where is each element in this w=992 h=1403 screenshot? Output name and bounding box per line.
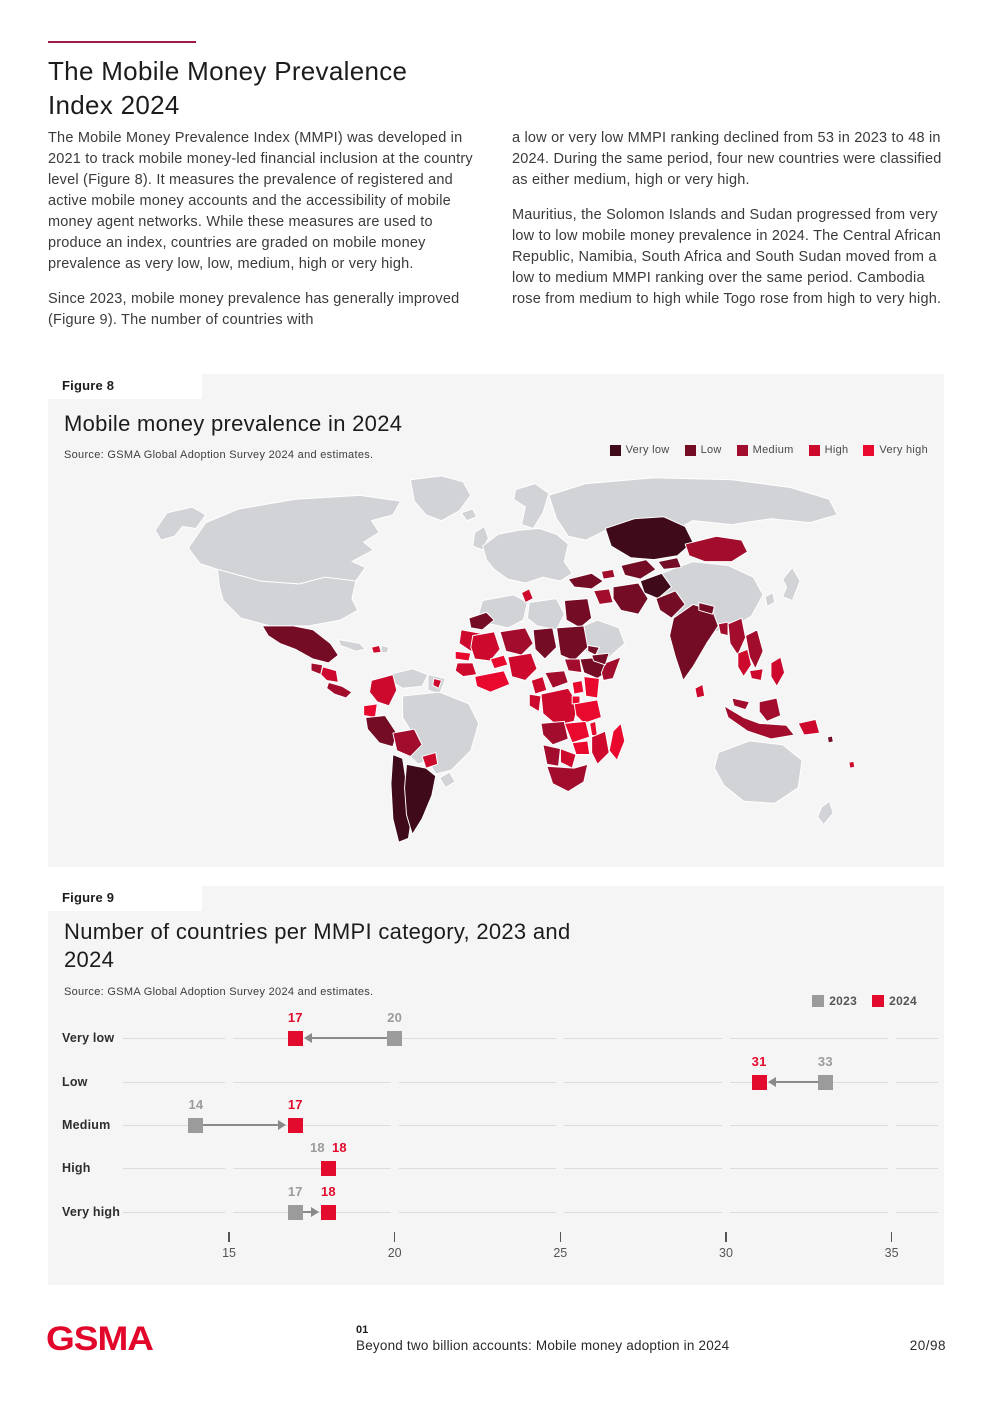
legend-item [737, 444, 794, 456]
legend-label: Very low [625, 444, 670, 456]
map-region-india [670, 604, 719, 680]
map-region-fiji [849, 761, 855, 768]
map-region-guinea [455, 663, 476, 677]
paragraph: The Mobile Money Prevalence Index (MMPI) was developed in 2021 to track mobile money-led financial inclusion at the country level (Figure 8). It measures the prevalence of registered and active mobile money accounts and the accessibility of mobile money agent networks. While these measures are used to produce an index, countries are graded on mobile money prevalence as very low, low, medium, high or very high. [48, 130, 473, 272]
map-region-kenya [584, 677, 600, 698]
value-2024: 31 [751, 1054, 767, 1069]
change-arrow [311, 1037, 394, 1039]
map-region-zimbabwe [572, 741, 590, 755]
map-region-solomon-islands [827, 736, 833, 743]
x-axis-tick [560, 1232, 562, 1242]
x-axis-tick [228, 1232, 230, 1242]
value-2023: 17 [287, 1184, 303, 1199]
map-region-madagascar [609, 723, 625, 760]
map-region-sri-lanka [695, 684, 705, 698]
row-gridline [123, 1038, 225, 1039]
row-gridline [123, 1082, 225, 1083]
x-axis-tick [725, 1232, 727, 1242]
map-region-libya [527, 599, 564, 630]
map-region-iraq [594, 589, 613, 605]
map-region-angola [541, 721, 568, 744]
map-region-niger [500, 628, 533, 655]
category-label: Medium [62, 1118, 111, 1132]
legend-swatch [809, 445, 820, 456]
map-region-tanzania [574, 700, 601, 723]
map-region-botswana [560, 749, 576, 768]
category-label: Very low [62, 1031, 115, 1045]
figure8-panel [48, 374, 944, 867]
map-region-cambodia [749, 669, 763, 681]
map-region-philippines [771, 657, 785, 686]
dot-2023 [818, 1075, 833, 1090]
row-gridline [399, 1082, 557, 1083]
row-gridline [896, 1168, 938, 1169]
map-region-borneo [759, 698, 780, 721]
map-region-south-africa [547, 764, 588, 791]
map-region-colombia [369, 675, 396, 706]
map-region-bangladesh [718, 622, 728, 636]
map-region-iceland [461, 509, 477, 521]
dot-2023 [387, 1031, 402, 1046]
row-gridline [233, 1168, 391, 1169]
map-region-south-sudan [564, 659, 582, 673]
map-region-mali [471, 632, 500, 661]
legend-item [809, 444, 849, 456]
map-region-europe [483, 528, 573, 583]
map-region-mozambique [592, 731, 610, 764]
row-gridline [399, 1038, 557, 1039]
row-gridline [564, 1212, 722, 1213]
row-gridline [123, 1168, 225, 1169]
map-region-korea [765, 593, 775, 607]
map-region-australia [714, 741, 802, 803]
figure9-title: Number of countries per MMPI category, 2023 and 2024 [64, 919, 571, 972]
map-region-kyrgyz-tajik [658, 558, 681, 570]
map-region-papua-new-guinea [798, 719, 819, 735]
arrow-head-right [278, 1120, 286, 1130]
row-gridline [123, 1212, 225, 1213]
category-label: Very high [62, 1205, 121, 1219]
legend-label: High [824, 444, 849, 456]
legend-label: Medium [752, 444, 794, 456]
legend-item [685, 444, 722, 456]
legend-label: 2024 [889, 994, 917, 1008]
row-gridline [233, 1082, 391, 1083]
map-region-congo-gabon [529, 694, 541, 712]
map-region-cuba [338, 640, 365, 652]
map-region-turkey [568, 573, 603, 589]
map-region-myanmar [728, 618, 746, 655]
map-region-mongolia [685, 536, 747, 561]
dot-2024 [752, 1075, 767, 1090]
map-region-chad [533, 628, 556, 659]
row-gridline [730, 1168, 888, 1169]
category-label: Low [62, 1075, 88, 1089]
row-gridline [399, 1125, 557, 1126]
map-region-drc [541, 688, 578, 725]
paragraph: Mauritius, the Solomon Islands and Sudan progressed from very low to low mobile money prevalence in 2024. The Central African Republic, Namibia, South Africa and South Sudan moved from a low to medium MMPI ranking over the same period. Cambodia rose from medium to high while Togo rose from high to very high. [512, 207, 942, 307]
figure9-label: Figure 9 [48, 886, 202, 911]
figure8-legend [610, 444, 928, 456]
paragraph: Since 2023, mobile money prevalence has generally improved (Figure 9). The number of countries with [48, 291, 460, 328]
dot-2024 [288, 1031, 303, 1046]
legend-item [863, 444, 928, 456]
figure8-title: Mobile money prevalence in 2024 [64, 411, 403, 436]
map-region-argentina [405, 764, 436, 834]
map-region-senegal [455, 651, 471, 661]
page-title: The Mobile Money Prevalence Index 2024 [48, 56, 408, 120]
x-axis-tick [394, 1232, 396, 1242]
row-gridline [896, 1082, 938, 1083]
value-2023: 18 [309, 1140, 325, 1155]
map-region-honduras-nicaragua [321, 667, 339, 683]
value-2023: 14 [188, 1097, 204, 1112]
figure8-source: Source: GSMA Global Adoption Survey 2024 and estimates. [64, 449, 374, 461]
map-region-haiti [371, 645, 381, 653]
value-2023: 20 [387, 1010, 403, 1025]
dot-2024 [288, 1118, 303, 1133]
row-gridline [896, 1212, 938, 1213]
world-choropleth-map [132, 470, 872, 850]
map-region-scandinavia [514, 484, 549, 529]
map-region-nigeria [508, 653, 537, 680]
map-region-new-zealand [818, 801, 834, 824]
arrow-head-right [311, 1207, 319, 1217]
paragraph: a low or very low MMPI ranking declined from 53 in 2023 to 48 in 2024. During the same period, four new countries were classified as either medium, high or very high. [512, 130, 942, 188]
x-axis-tick-label: 30 [719, 1246, 733, 1260]
value-2024: 18 [331, 1140, 347, 1155]
title-accent-rule [48, 41, 196, 43]
row-gridline [564, 1082, 722, 1083]
legend-swatch [737, 445, 748, 456]
legend-item [610, 444, 670, 456]
x-axis-tick-label: 25 [553, 1246, 568, 1260]
legend-swatch [863, 445, 874, 456]
value-2024: 17 [287, 1097, 303, 1112]
figure9-panel [48, 886, 944, 1285]
map-region-uruguay [440, 772, 456, 788]
intro-left-column [48, 128, 480, 345]
x-axis-tick-label: 20 [387, 1246, 402, 1260]
row-gridline [399, 1212, 557, 1213]
x-axis-tick [891, 1232, 893, 1242]
row-gridline [399, 1168, 557, 1169]
legend-swatch [610, 445, 621, 456]
map-region-sudan [557, 626, 588, 661]
row-gridline [564, 1168, 722, 1169]
arrow-head-left [768, 1077, 776, 1087]
intro-text [48, 128, 944, 345]
dot-2024 [321, 1161, 336, 1176]
value-2024: 17 [287, 1010, 303, 1025]
row-gridline [730, 1125, 888, 1126]
map-region-turkmen-uzbek [621, 560, 656, 579]
legend-label: Low [700, 444, 722, 456]
category-label: High [62, 1161, 91, 1175]
map-region-dominican [381, 645, 389, 653]
value-2023: 33 [817, 1054, 833, 1069]
gsma-logo: GSMA [46, 1319, 153, 1358]
legend-label: 2023 [829, 994, 858, 1008]
row-gridline [564, 1038, 722, 1039]
row-gridline [730, 1038, 888, 1039]
map-region-ecuador [364, 704, 378, 718]
value-2024: 18 [320, 1184, 336, 1199]
map-region-central-african-republic [545, 671, 568, 689]
dot-2023 [288, 1205, 303, 1220]
arrow-head-left [304, 1033, 312, 1043]
dot-2023 [188, 1118, 203, 1133]
row-gridline [896, 1038, 938, 1039]
footer-page-number: 20/98 [909, 1338, 946, 1353]
intro-right-column [512, 128, 944, 345]
figure8-label: Figure 8 [48, 374, 202, 399]
legend-label: Very high [879, 444, 928, 456]
row-gridline [730, 1212, 888, 1213]
map-region-caucasus [601, 569, 615, 579]
legend-swatch [685, 445, 696, 456]
footer-section-number: 01 [356, 1324, 369, 1336]
map-region-cameroon [531, 677, 547, 695]
map-region-russia [549, 478, 837, 540]
map-region-namibia [543, 745, 561, 766]
x-axis-tick-label: 35 [884, 1246, 899, 1260]
map-region-malaysia [732, 698, 750, 710]
change-arrow [196, 1124, 279, 1126]
dumbbell-chart [48, 886, 944, 1285]
map-region-zambia [564, 721, 589, 742]
dot-2024 [321, 1205, 336, 1220]
map-region-japan [783, 567, 801, 600]
map-region-uganda [572, 680, 584, 694]
map-region-cote-ghana-togo-benin [475, 671, 510, 692]
row-gridline [564, 1125, 722, 1126]
map-region-peru [366, 716, 397, 747]
x-axis-tick-label: 15 [222, 1246, 236, 1260]
figure9-source: Source: GSMA Global Adoption Survey 2024 and estimates. [64, 986, 374, 998]
row-gridline [896, 1125, 938, 1126]
map-region-mexico [262, 626, 338, 663]
map-region-egypt [564, 599, 591, 628]
footer-report-title: Beyond two billion accounts: Mobile money adoption in 2024 [356, 1338, 730, 1353]
map-region-costa-rica-panama [327, 682, 352, 698]
